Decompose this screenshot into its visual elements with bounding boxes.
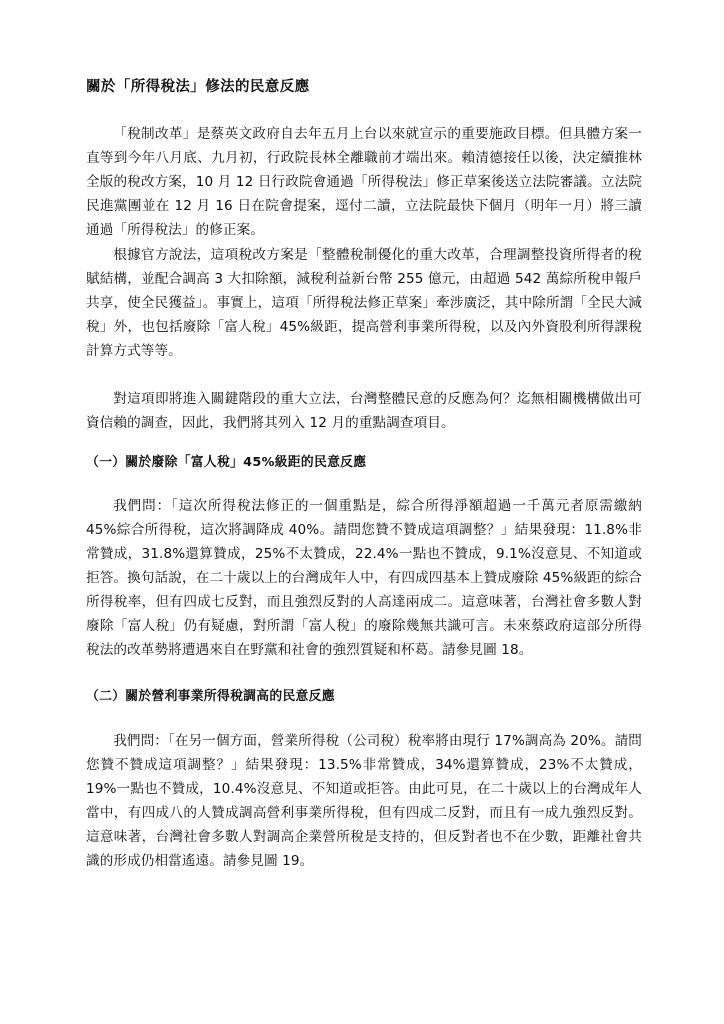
section-heading-corporate-tax: （二）關於營利事業所得稅調高的民意反應 [86, 689, 335, 704]
intro-paragraph: 「稅制改革」是蔡英文政府自去年五月上台以來就宣示的重要施政目標。但具體方案一直等到今年八月底、九月初，行政院長林全離職前才端出來。賴清德接任以後，決定續推林全版的稅改方案，10 月 12 日行政院會通過「所得稅法」修正草案後送立法院審議。立法院民進黨團並在 12 月 16 日在院會提案，逕付二讀，立法院最快下個月（明年一月）將三讀通過「所得稅法」的修正案。 [86, 126, 642, 238]
document-title: 關於「所得稅法」修法的民意反應 [86, 79, 310, 95]
section-heading-rich-tax: （一）關於廢除「富人稅」45%級距的民意反應 [86, 455, 367, 470]
official-explanation-paragraph: 根據官方說法，這項稅改方案是「整體稅制優化的重大改革，合理調整投資所得者的稅賦結構，並配合調高 3 大扣除額，減稅利益新台幣 255 億元，由超過 542 萬綜所稅申報戶共享，使全民獲益」。事實上，這項「所得稅法修正草案」牽涉廣泛，其中除所謂「全民大減稅」外，也包括廢除「富人稅」45%級距，提高營利事業所得稅，以及內外資股利所得課稅計算方式等等。 [86, 247, 642, 359]
section-paragraph-corporate-tax: 我們問：「在另一個方面，營業所得稅（公司稅）稅率將由現行 17%調高為 20%。請問您贊不贊成這項調整？」結果發現：13.5%非常贊成，34%還算贊成，23%不太贊成，19%一點也不贊成，10.4%沒意見、不知道或拒答。由此可見，在二十歲以上的台灣成年人當中，有四成八的人贊成調高營利事業所得稅，但有四成二反對，而且有一成九強烈反對。這意味著，台灣社會多數人對調高企業營所稅是支持的，但反對者也不在少數，距離社會共識的形成仍相當遙遠。請參見圖 19。 [86, 733, 642, 869]
section-paragraph-rich-tax: 我們問：「這次所得稅法修正的一個重點是，綜合所得淨額超過一千萬元者原需繳納 45%綜合所得稅，這次將調降成 40%。請問您贊不贊成這項調整？」結果發現：11.8%非常贊成，31.8%還算贊成，25%不太贊成，22.4%一點也不贊成，9.1%沒意見、不知道或拒答。換句話說，在二十歲以上的台灣成年人中，有四成四基本上贊成廢除 45%級距的綜合所得稅率，但有四成七反對，而且強烈反對的人高達兩成二。這意味著，台灣社會多數人對廢除「富人稅」仍有疑慮，對所謂「富人稅」的廢除幾無共識可言。未來蔡政府這部分所得稅法的改革勢將遭遇來自在野黨和社會的強烈質疑和杯葛。請參見圖 18。 [86, 498, 642, 658]
survey-purpose-paragraph: 對這項即將進入關鍵階段的重大立法，台灣整體民意的反應為何？迄無相關機構做出可資信賴的調查，因此，我們將其列入 12 月的重點調查項目。 [86, 391, 642, 431]
